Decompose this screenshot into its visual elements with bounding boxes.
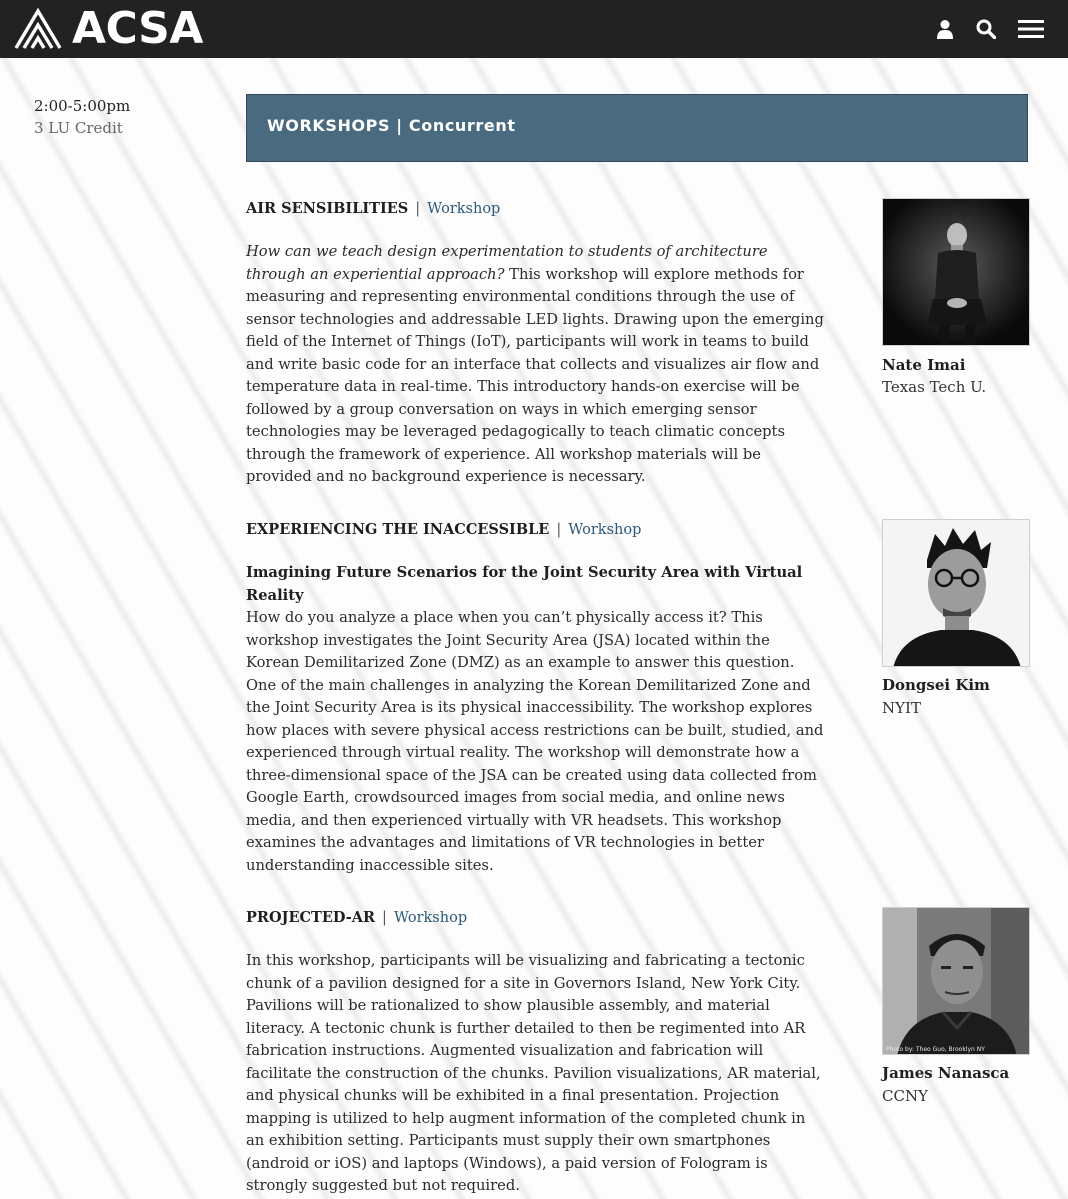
workshop-title-row bbox=[246, 198, 500, 220]
workshop-description bbox=[246, 241, 824, 489]
presenter-affiliation: Texas Tech U. bbox=[882, 378, 987, 396]
workshop-description-text: This workshop will explore methods for measuring and representing environmental conditions through the use of sensor technologies and addressable LED lights. Drawing upon the emerging field of the Internet of Things (IoT), participants will work in teams to build and write basic code for an interface that collects and visualizes air flow and temperature data in real-time. This introductory hands-on exercise will be followed by a group conversation on ways in which emerging sensor technologies may be leveraged pedagogically to teach climatic concepts through the framework of experience. All workshop materials will be provided and no background experience is necessary. bbox=[246, 265, 824, 485]
title-separator: | bbox=[556, 522, 562, 538]
menu-icon bbox=[1018, 19, 1044, 39]
workshop-type-link[interactable]: Workshop bbox=[568, 522, 642, 538]
workshop-description bbox=[246, 950, 824, 1198]
acsa-logo[interactable] bbox=[14, 3, 203, 54]
search-icon bbox=[976, 19, 996, 39]
workshop-subtitle: Imagining Future Scenarios for the Joint Security Area with Virtual Reality bbox=[246, 564, 803, 604]
workshop-title: AIR SENSIBILITIES bbox=[246, 200, 409, 217]
presenter-name: Nate Imai bbox=[882, 356, 966, 374]
top-navigation-bar bbox=[0, 0, 1068, 58]
presenter-photo bbox=[882, 519, 1030, 667]
presenter-name: Dongsei Kim bbox=[882, 676, 990, 694]
session-credit: 3 LU Credit bbox=[34, 119, 123, 137]
workshop-description-text: In this workshop, participants will be visualizing and fabricating a tectonic chunk of a pavilion designed for a site in Governors Island, New York City. Pavilions will be rationalized to show plausible assembly, and material literacy. A tectonic chunk is further detailed to then be regimented into AR fabrication instructions. Augmented visualization and fabrication will facilitate the construction of the chunks. Pavilion visualizations, AR material, and physical chunks will be exhibited in a final presentation. Projection mapping is utilized to help augment information of the completed chunk in an exhibition setting. Participants must supply their own smartphones (android or iOS) and laptops (Windows), a paid version of Fologram is strongly suggested but not required. bbox=[246, 952, 821, 1194]
menu-button[interactable] bbox=[1018, 16, 1044, 42]
acsa-logo-mark-icon bbox=[14, 8, 62, 50]
workshop-title-row bbox=[246, 907, 467, 929]
workshop-type-link[interactable]: Workshop bbox=[393, 910, 468, 926]
user-icon bbox=[936, 19, 954, 39]
presenter-photo bbox=[882, 907, 1030, 1055]
presenter-photo bbox=[882, 198, 1030, 346]
title-separator: | bbox=[382, 910, 387, 926]
portrait-image bbox=[883, 520, 1030, 667]
presenter-affiliation: NYIT bbox=[882, 699, 921, 717]
photo-credit: Photo by: Theo Guo, Brooklyn NY bbox=[886, 1046, 985, 1053]
workshop-question: How can we teach design experimentation to students of architecture through an experiential approach? bbox=[246, 243, 768, 283]
banner-title: WORKSHOPS | Concurrent bbox=[267, 116, 516, 135]
title-separator: | bbox=[415, 201, 421, 217]
workshop-title: PROJECTED-AR bbox=[246, 909, 376, 926]
workshop-type-link[interactable]: Workshop bbox=[427, 201, 501, 217]
presenter-name: James Nanasca bbox=[882, 1064, 1010, 1082]
section-banner bbox=[246, 94, 1028, 162]
user-account-button[interactable] bbox=[932, 16, 958, 42]
search-button[interactable] bbox=[973, 16, 999, 42]
presenter-affiliation: CCNY bbox=[882, 1087, 928, 1105]
workshop-title-row bbox=[246, 519, 641, 541]
workshop-description-text: How do you analyze a place when you can’t physically access it? This workshop investigates the Joint Security Area (JSA) located within the Korean Demilitarized Zone (DMZ) as an example to answer this question. One of the main challenges in analyzing the Korean Demilitarized Zone and the Joint Security Area is its physical inaccessibility. The workshop explores how places with severe physical access restrictions can be built, studied, and experienced through virtual reality. The workshop will demonstrate how a three-dimensional space of the JSA can be created using data collected from Google Earth, crowdsourced images from social media, and online news media, and then experienced virtually with VR headsets. This workshop examines the advantages and limitations of VR technologies in better understanding inaccessible sites. bbox=[246, 609, 824, 874]
session-time: 2:00-5:00pm bbox=[34, 97, 131, 115]
workshop-description bbox=[246, 562, 824, 877]
workshop-title: EXPERIENCING THE INACCESSIBLE bbox=[246, 521, 550, 538]
logo-text: ACSA bbox=[72, 3, 203, 54]
portrait-image bbox=[883, 908, 1030, 1055]
portrait-image bbox=[883, 199, 1030, 346]
